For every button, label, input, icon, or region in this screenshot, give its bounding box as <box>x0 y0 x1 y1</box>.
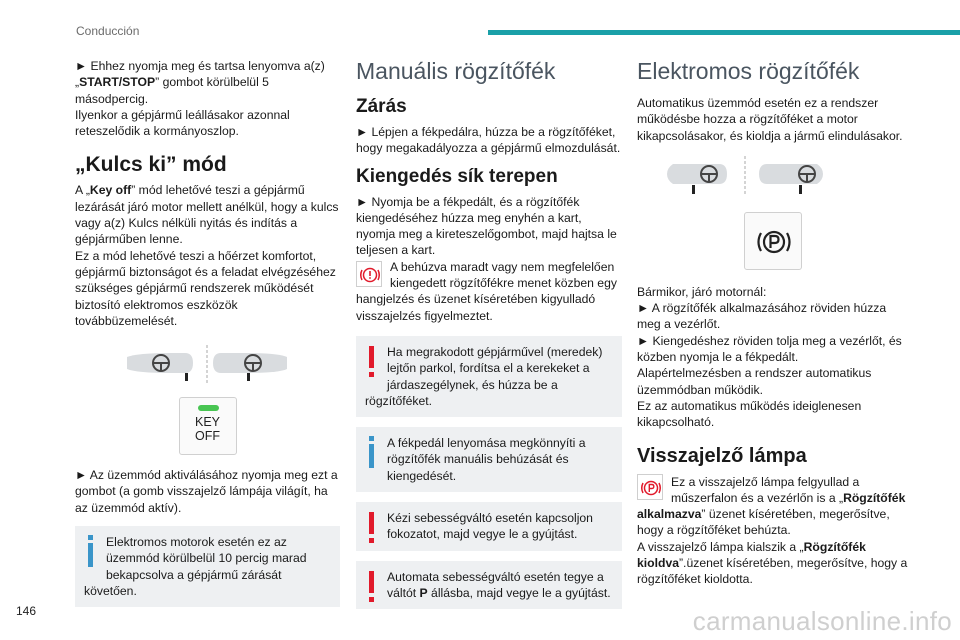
exclamation-icon <box>365 569 379 605</box>
parking-brake-warning-icon <box>356 261 382 287</box>
heading-electric-parking-brake: Elektromos rögzítőfék <box>637 58 860 84</box>
warning-note: Ha megrakodott gépjárművel (meredek) lejtőn parkol, fordítsa el a kerekeket a járdaszegélynek, és húzza be a rögzítőféket. <box>356 336 622 417</box>
heading-manual-parking-brake: Manuális rögzítőfék <box>356 58 556 84</box>
info-icon <box>84 534 98 570</box>
paragraph: Ilyenkor a gépjármű leállásakor azonnal reteszelődik a kormányoszlop. <box>75 107 290 139</box>
heading-locking: Zárás <box>356 96 407 117</box>
column-right <box>637 58 909 588</box>
header-section: Conducción <box>76 24 140 38</box>
keyoff-led-icon <box>198 405 219 411</box>
paragraph: ► Ehhez nyomja meg és tartsa lenyomva a(z) „START/STOP” gombot körülbelül 5 másodpercig. <box>75 59 325 106</box>
page-number: 146 <box>16 604 37 618</box>
column-left <box>75 58 340 607</box>
paragraph: ► Kiengedéshez röviden tolja meg a vezérlőt, és közben nyomja le a fékpedált. <box>637 333 902 365</box>
paragraph: Alapértelmezésben a rendszer automatikus üzemmódban működik. <box>637 366 872 397</box>
steering-wheel-figure <box>75 339 340 389</box>
warning-note: Kézi sebességváltó esetén kapcsoljon fokozatot, majd vegye le a gyújtást. <box>356 502 622 551</box>
paragraph: Ez a visszajelző lámpa felgyullad a műszerfalon és a vezérlőn is a „Rögzítőfék alkalmazva” üzenet kíséretében, megerősítve, hogy a rögzítőféket behúzta. <box>637 474 906 538</box>
steering-wheel-left-icon <box>127 353 193 381</box>
paragraph: Ez a mód lehetővé teszi a hőérzet komfortot, gépjármű biztonságot és a feladat elvégzéséhez szükséges gépjármű rendszerek működését biztosító elektromos eszközök továbbüzemelését. <box>75 248 336 328</box>
info-note: A fékpedál lenyomása megkönnyíti a rögzítőfék manuális behúzását és kiengedését. <box>356 427 622 492</box>
paragraph: Automatikus üzemmód esetén ez a rendszer működésbe hozza a rögzítőféket a motor kikapcsolásakor, és kioldja a jármű elindulásakor. <box>637 96 903 143</box>
paragraph: Bármikor, járó motornál: <box>637 284 767 299</box>
paragraph: ► Az üzemmód aktiválásához nyomja meg ezt a gombot (a gomb visszajelző lámpája világít, ha az üzemmód aktív). <box>75 468 338 515</box>
parking-brake-icon <box>745 213 803 271</box>
info-note: Elektromos motorok esetén ez az üzemmód körülbelül 10 percig marad bekapcsolva a gépjármű zárását követően. <box>75 526 340 607</box>
steering-wheel-figure <box>637 152 909 198</box>
watermark: carmanualsonline.info <box>692 606 952 636</box>
paragraph: ► A rögzítőfék alkalmazásához röviden húzza meg a vezérlőt. <box>637 301 887 332</box>
steering-wheel-right-icon <box>759 164 823 194</box>
steering-wheel-left-icon <box>667 164 727 194</box>
keyoff-button-label: KEY OFF <box>194 415 220 444</box>
column-middle <box>356 58 622 609</box>
exclamation-icon <box>365 344 379 380</box>
warning-lamp-paragraph: A behúzva maradt vagy nem megfelelően kiengedett rögzítőfékre menet közben egy hangjelzés és üzenet kíséretében kigyulladó visszajelzés figyelmeztet. <box>356 259 617 323</box>
paragraph: ► Lépjen a fékpedálra, húzza be a rögzítőféket, hogy megakadályozza a gépjármű elmozdulását. <box>356 125 621 156</box>
paragraph: Ez az automatikus működés ideiglenesen kikapcsolható. <box>637 398 862 430</box>
parking-brake-warning-icon <box>637 474 663 500</box>
exclamation-icon <box>365 510 379 546</box>
header-accent-bar <box>488 30 960 35</box>
paragraph: ► Nyomja be a fékpedált, és a rögzítőfék kiengedéséhez húzza meg enyhén a kart, nyomja meg a kireteszelőgombot, majd hajtsa le teljesen a kart. <box>356 194 617 258</box>
warning-note: Automata sebességváltó esetén tegye a váltót P állásba, majd vegye le a gyújtást. <box>356 561 622 610</box>
heading-indicator-lamp: Visszajelző lámpa <box>637 444 807 467</box>
keyoff-button-figure <box>179 397 237 455</box>
paragraph: A „Key off” mód lehetővé teszi a gépjármű lezárását járó motor mellett anélkül, hogy a kulcs vagy a(z) Kulcs nélküli nyitás és indítás a gépjárműben lenne. <box>75 183 339 247</box>
electric-parking-brake-button-figure <box>744 212 802 270</box>
heading-keyoff: „Kulcs ki” mód <box>75 153 227 177</box>
steering-wheel-right-icon <box>213 353 287 381</box>
info-icon <box>365 435 379 471</box>
paragraph: A visszajelző lámpa kialszik a „Rögzítőfék kioldva”.üzenet kíséretében, megerősítve, hogy a rögzítőféket kioldotta. <box>637 539 908 587</box>
heading-release-flat: Kiengedés sík terepen <box>356 165 558 187</box>
